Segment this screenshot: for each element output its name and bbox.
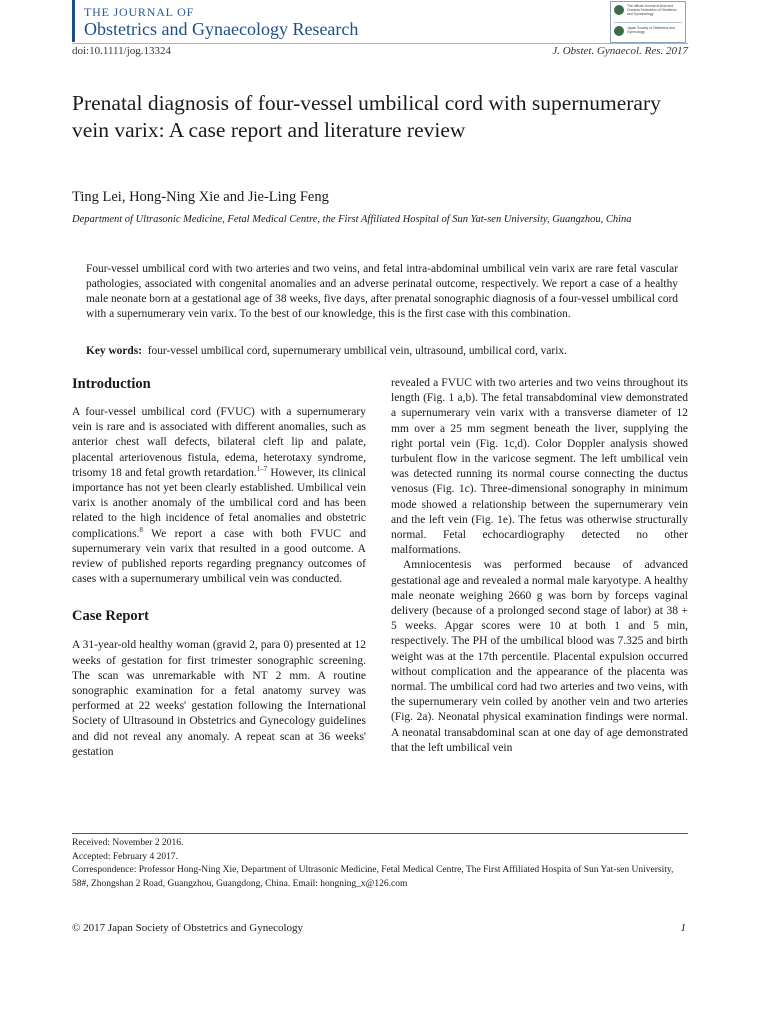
intro-text-c: We report a case with both FVUC and supernumerary vein varix that resulted in a good outcome. A review of published reports regarding pregnancy outcomes of cases with a supernumerary umbilical vein was conducted. bbox=[72, 527, 366, 586]
case-paragraph: A 31-year-old healthy woman (gravid 2, para 0) presented at 12 weeks of gestation for first trimester sonographic screening. The scan was unremarkable with NT 2 mm. A routine sonographic examination for a fetal anatomy survey was performed at 22 weeks' gestation following the International Society of Ultrasound in Obstetrics and Gynecology guidelines and did not reveal any anomaly. A repeat scan at 36 weeks' gestation bbox=[72, 639, 366, 758]
intro-paragraph bbox=[72, 405, 366, 587]
journal-name-line1: THE JOURNAL OF bbox=[84, 5, 195, 19]
citation-ref[interactable]: 8 bbox=[139, 525, 143, 534]
left-column bbox=[72, 376, 366, 760]
accepted-date: Accepted: February 4 2017. bbox=[72, 851, 179, 862]
keywords-label: Key words: bbox=[86, 345, 142, 357]
case-paragraph-continued: revealed a FVUC with two arteries and two veins throughout its length (Fig. 1 a,b). The fetal transabdominal view demonstrated a supernumerary vein varix with a transverse diameter of 12 mm over a 25 mm segment beneath the liver, supplying the right portal vein (Fig. 1c,d). Color Doppler analysis showed turbulent flow in the varicose segment. The left umbilical vein was detected running its normal course connecting the ductus venosus (Fig. 1c). Three-dimensional sonography in minimum mode showed a relationship between the supernumerary vein and the left vein (Fig. 1e). The fetus was otherwise structurally normal. Fetal echocardiography detected no other malformations. bbox=[391, 377, 688, 557]
footnotes bbox=[72, 837, 688, 891]
citation-ref[interactable]: 1–7 bbox=[256, 464, 268, 473]
jsog-logo-icon bbox=[614, 26, 624, 36]
case-paragraph-2: Amniocentesis was performed because of advanced gestational age and revealed a normal male karyotype. A healthy male neonate weighing 2660 g was born by forceps vaginal delivery (because of a prolonged second stage of labor) at 38 + 5 weeks. Apgar scores were 10 at both 1 and 5 min, respectively. The PH of the umbilical blood was 7.325 and birth weight was at the 17th percentile. Placental expulsion occurred without complication and the appearance of the placenta was normal. The umbilical cord had two arteries and two veins, with the supernumerary vein coiled by another vein and two arteries (Fig. 2a). Neonatal physical examination findings were normal. A neonatal transabdominal scan at one day of age demonstrated that the left umbilical vein bbox=[391, 559, 688, 754]
copyright: © 2017 Japan Society of Obstetrics and Gynecology bbox=[72, 922, 304, 934]
header-accent-bar bbox=[72, 0, 75, 42]
logo-divider bbox=[614, 22, 682, 23]
section-heading-introduction: Introduction bbox=[72, 376, 151, 392]
journal-citation: J. Obstet. Gynaecol. Res. 2017 bbox=[552, 45, 688, 57]
affiliation: Department of Ultrasonic Medicine, Fetal Medical Centre, the First Affiliated Hospital of Sun Yat-sen University, Guangzhou, China bbox=[72, 214, 632, 225]
journal-header bbox=[72, 0, 688, 44]
logo-caption-top: The official Journal of Asia and Oceania Federation of Obstetrics and Gynaecology bbox=[627, 4, 677, 17]
aofog-logo-icon bbox=[614, 5, 624, 15]
journal-name-line2: Obstetrics and Gynaecology Research bbox=[84, 19, 359, 39]
section-heading-case-report: Case Report bbox=[72, 608, 149, 625]
society-logos bbox=[610, 1, 686, 43]
logo-caption-bottom: Japan Society of Obstetrics and Gynecology bbox=[627, 26, 675, 35]
intro-text-a: A four-vessel umbilical cord (FVUC) with a supernumerary vein is rare and is associated with different anomalies, such as anterior chest wall defects, bilateral cleft lip and palate, placental arteriovenous fistula, edema, heterotaxy syndrome, trisomy 18 and fetal growth retardation. bbox=[72, 406, 366, 479]
intro-text-b: However, its clinical importance has not yet been clearly established. Umbilical vein varix is another anomaly of the umbilical cord and has been related to the high incidence of fetal anomalies and obstetric complications. bbox=[72, 466, 367, 540]
page-number: 1 bbox=[680, 922, 686, 934]
article-title: Prenatal diagnosis of four-vessel umbilical cord with supernumerary vein varix: A case report and literature review bbox=[72, 91, 661, 142]
received-date: Received: November 2 2016. bbox=[72, 838, 184, 848]
correspondence: Correspondence: Professor Hong-Ning Xie, Department of Ultrasonic Medicine, Fetal Medical Centre, The First Affiliated Hospita of Sun Yat-sen University, 58#, Zhongshan 2 Road, Guangzhou, Guangdong, China. Email: hongning_x@126.com bbox=[72, 865, 674, 889]
keywords bbox=[86, 344, 678, 359]
doi[interactable]: doi:10.1111/jog.13324 bbox=[72, 45, 171, 57]
authors: Ting Lei, Hong-Ning Xie and Jie-Ling Feng bbox=[72, 189, 329, 205]
abstract: Four-vessel umbilical cord with two arteries and two veins, and fetal intra-abdominal umbilical vein varix are rare fetal vascular pathologies, associated with congenital anomalies and an adverse perinatal outcome, respectively. We report a case of a healthy male neonate born at a gestational age of 38 weeks, five days, after prenatal sonographic diagnosis of a four-vessel umbilical cord with a supernumerary vein varix. To the best of our knowledge, this is the first case with this combination. bbox=[86, 263, 678, 321]
right-column bbox=[391, 376, 688, 756]
keywords-list: four-vessel umbilical cord, supernumerary umbilical vein, ultrasound, umbilical cord, varix. bbox=[147, 345, 567, 357]
footnote-divider bbox=[72, 833, 688, 834]
